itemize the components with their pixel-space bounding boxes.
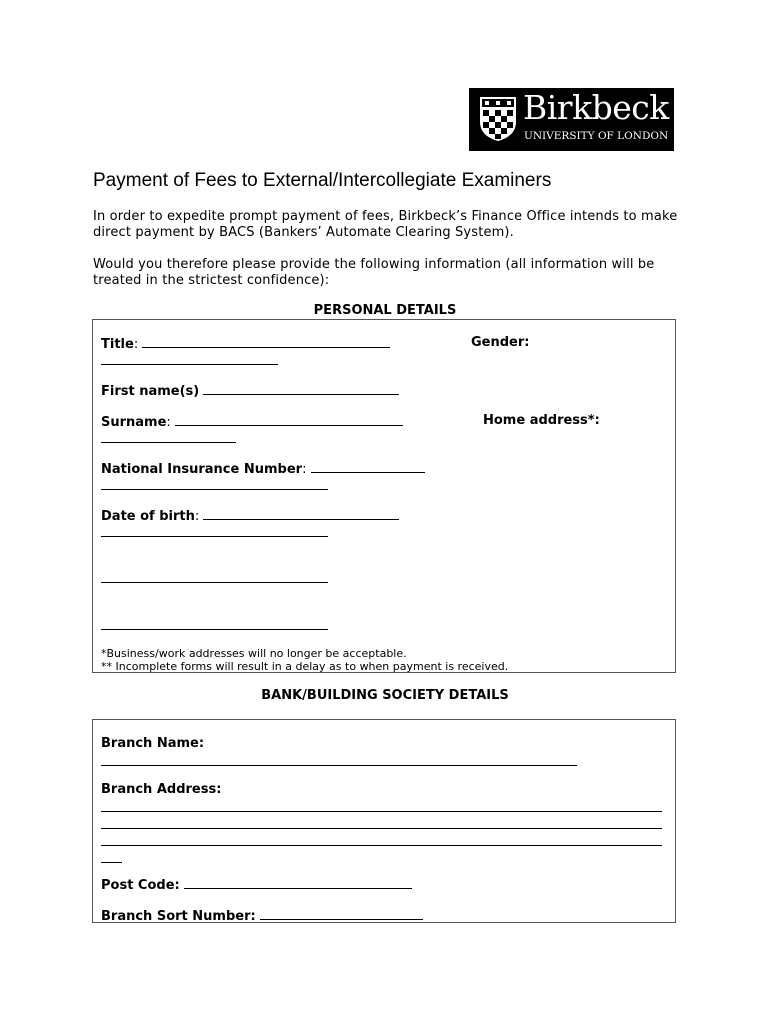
- title-field[interactable]: [142, 335, 390, 348]
- post-code-field[interactable]: [184, 876, 412, 889]
- logo-subtitle: UNIVERSITY OF LONDON: [524, 130, 669, 142]
- first-name-field[interactable]: [203, 382, 399, 395]
- title-row: Title:: [101, 335, 390, 353]
- surname-row: Surname:: [101, 413, 403, 431]
- note-incomplete-forms: ** Incomplete forms will result in a delay as to when payment is received.: [101, 660, 509, 673]
- sort-number-field[interactable]: [260, 907, 423, 920]
- branch-address-label: Branch Address:: [101, 782, 222, 797]
- note-business-address: *Business/work addresses will no longer be acceptable.: [101, 647, 407, 660]
- branch-address-field-3[interactable]: [101, 833, 662, 846]
- home-address-field-5[interactable]: [101, 617, 328, 630]
- sort-number-row: [101, 907, 423, 925]
- home-address-field-1[interactable]: [101, 430, 236, 443]
- surname-field[interactable]: [175, 413, 403, 426]
- request-paragraph: Would you therefore please provide the following information (all information will be treated in the strictest confidence):: [93, 257, 655, 288]
- gender-field[interactable]: [101, 352, 278, 365]
- home-address-field-4[interactable]: [101, 570, 328, 583]
- crest-icon: [479, 96, 517, 142]
- branch-name-field[interactable]: [101, 753, 577, 766]
- sort-number-label: Branch Sort Number:: [101, 909, 256, 924]
- personal-details-heading: PERSONAL DETAILS: [313, 303, 457, 318]
- home-address-field-3[interactable]: [101, 524, 328, 537]
- branch-address-field-4[interactable]: [101, 850, 122, 863]
- dob-row: Date of birth:: [101, 507, 399, 525]
- ni-row: National Insurance Number:: [101, 460, 425, 478]
- bank-details-heading: BANK/BUILDING SOCIETY DETAILS: [261, 688, 509, 703]
- page-title: Payment of Fees to External/Intercollegiate Examiners: [93, 170, 552, 191]
- ni-label: National Insurance Number: [101, 462, 303, 477]
- branch-address-field-1[interactable]: [101, 799, 662, 812]
- branch-address-field-2[interactable]: [101, 816, 662, 829]
- logo-name: Birkbeck: [523, 88, 669, 127]
- title-label: Title: [101, 337, 134, 352]
- post-code-row: [101, 876, 412, 894]
- first-name-label: First name(s): [101, 384, 200, 399]
- dob-label: Date of birth: [101, 509, 195, 524]
- post-code-label: Post Code:: [101, 878, 180, 893]
- surname-label: Surname: [101, 415, 167, 430]
- intro-paragraph: In order to expedite prompt payment of fees, Birkbeck’s Finance Office intends to make direct payment by BACS (Bankers’ Automate Clearing System).: [93, 209, 678, 240]
- ni-field[interactable]: [311, 460, 425, 473]
- home-address-field-2[interactable]: [101, 477, 328, 490]
- first-name-row: [101, 382, 399, 400]
- branch-name-label: Branch Name:: [101, 736, 205, 751]
- home-address-label: Home address*:: [483, 413, 600, 428]
- birkbeck-logo: [469, 88, 674, 151]
- gender-label: Gender:: [471, 335, 530, 350]
- dob-field[interactable]: [203, 507, 399, 520]
